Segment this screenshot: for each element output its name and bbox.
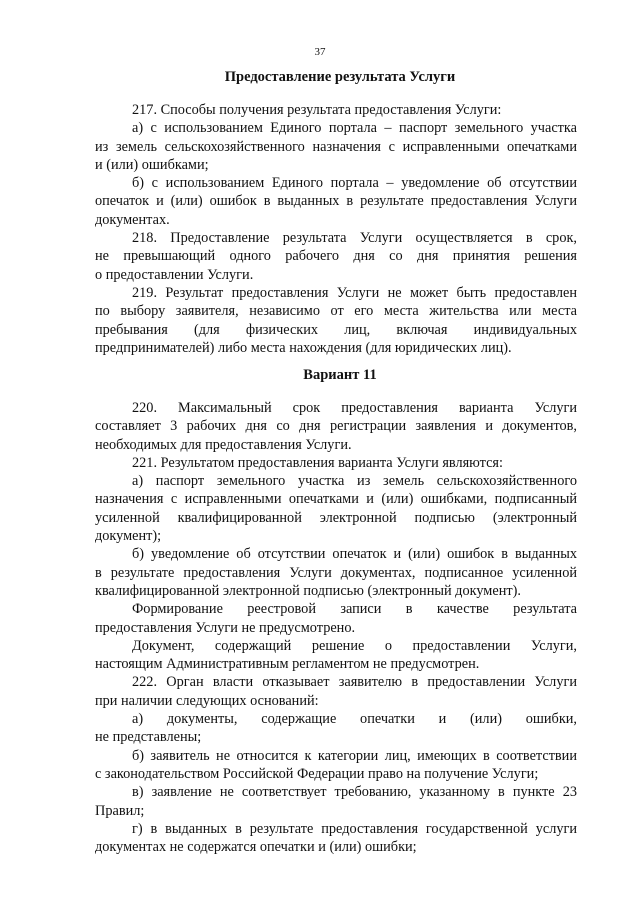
item-b-line: в результате предоставления Услуги документах, подписанное усиленной [95,564,577,581]
ground-g-line: документах не содержатся опечатки и (или) ошибки; [95,839,417,856]
ground-v-line: в) заявление не соответствует требованию, указанному в пункте 23 [132,784,577,801]
paragraph-220-line: необходимых для предоставления Услуги. [95,436,352,453]
ground-b-line: с законодательством Российской Федерации право на получение Услуги; [95,765,539,782]
decision-document-line: Документ, содержащий решение о предоставлении Услуги, [132,637,577,654]
item-b-line: опечаток и (или) ошибок в выданных в результате предоставления Услуги [95,193,577,210]
item-a-line: документ); [95,528,162,545]
item-b-line: б) с использованием Единого портала – уведомление об отсутствии [132,175,577,192]
paragraph-217: 217. Способы получения результата предоставления Услуги: [132,102,502,118]
section-result-text [95,101,577,357]
item-a-line: из земель сельскохозяйственного назначения с исправленными опечатками [95,138,577,155]
paragraph-218-line: не превышающий одного рабочего дня со дня принятия решения [95,248,577,265]
item-a-line: и (или) ошибками; [95,156,209,173]
item-a-line: усиленной квалифицированной электронной подписью (электронный [95,509,577,526]
paragraph-218-line: о предоставлении Услуги. [95,266,254,283]
ground-a-line: а) документы, содержащие опечатки и (или) ошибки, [132,711,577,728]
paragraph-219-line: пребывания (для физических лиц, включая индивидуальных [95,321,577,338]
registry-record-line: Формирование реестровой записи в качестве результата [132,601,577,618]
item-b-line: документах. [95,211,170,228]
decision-document-line: настоящим Административным регламентом не предусмотрен. [95,656,480,673]
ground-v-line: Правил; [95,802,145,819]
paragraph-222-line: при наличии следующих оснований: [95,692,319,709]
paragraph-220-line: составляет 3 рабочих дня со дня регистрации заявления и документов, [95,418,577,435]
paragraph-218-line: 218. Предоставление результата Услуги осуществляется в срок, [132,230,577,247]
paragraph-219-line: предпринимателей) либо места нахождения (для юридических лиц). [95,339,512,356]
paragraph-222-line: 222. Орган власти отказывает заявителю в предоставлении Услуги [132,674,577,691]
paragraph-219-line: 219. Результат предоставления Услуги не может быть предоставлен [132,284,577,301]
section-variant-text [95,399,577,856]
ground-a-line: не представлены; [95,729,202,746]
section-heading-variant: Вариант 11 [303,367,377,383]
item-a-line: а) паспорт земельного участка из земель сельскохозяйственного [132,473,577,490]
paragraph-220-line: 220. Максимальный срок предоставления варианта Услуги [132,400,577,416]
registry-record-line: предоставления Услуги не предусмотрено. [95,619,356,636]
item-b-line: б) уведомление об отсутствии опечаток и (или) ошибок в выданных [132,546,577,563]
ground-g-line: г) в выданных в результате предоставления государственной услуги [132,820,577,837]
page-number: 37 [314,46,326,58]
paragraph-221: 221. Результатом предоставления варианта Услуги являются: [132,454,503,471]
section-heading-result: Предоставление результата Услуги [224,69,456,85]
paragraph-219-line: по выбору заявителя, независимо от его места жительства или места [95,303,577,320]
ground-b-line: б) заявитель не относится к категории лиц, имеющих в соответствии [132,747,577,764]
item-b-line: квалифицированной электронной подписью (электронный документ). [95,582,521,599]
item-a-line: а) с использованием Единого портала – паспорт земельного участка [132,120,577,137]
item-a-line: назначения с исправленными опечатками и (или) ошибками, подписанный [95,491,577,508]
